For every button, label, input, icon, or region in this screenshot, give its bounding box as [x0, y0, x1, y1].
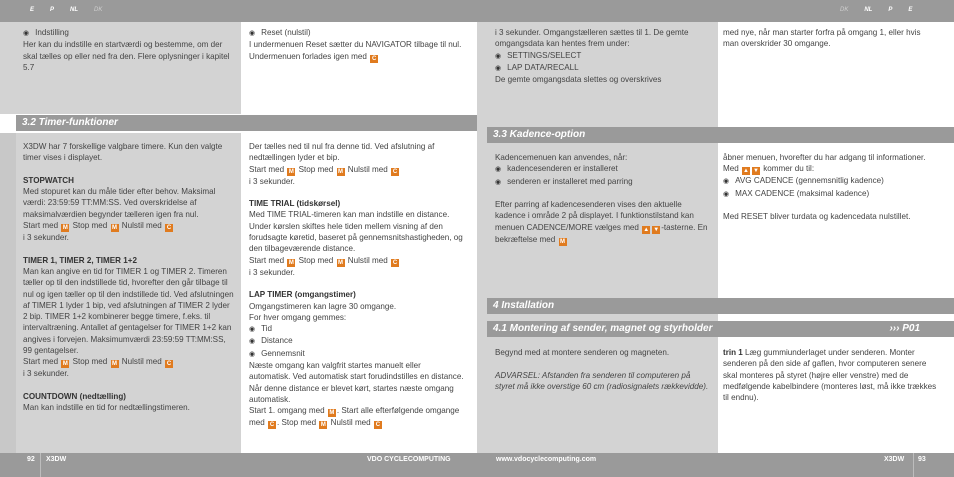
bullet-indstilling: ◉ Indstilling	[23, 27, 233, 39]
kad-right-text1: åbner menuen, hvorefter du har adgang til informationer. Med ▲ ▼ kommer du til:	[723, 153, 926, 175]
m-key-icon: M	[288, 168, 294, 175]
m-key-icon: M	[112, 225, 117, 232]
p93-kad-left	[495, 152, 710, 246]
inst-text1: Begynd med at montere senderen og magneten.	[495, 348, 670, 357]
lap-item-gennemsnit: ◉ Gennemsnit	[249, 348, 464, 360]
footer-brand: VDO CYCLECOMPUTING	[367, 456, 451, 463]
panel-left-strip	[0, 133, 16, 453]
c-key-icon: C	[392, 168, 398, 175]
lap-recall-text1: i 3 sekunder. Omgangstælleren sættes til 1. De gemte omgangsdata kan hentes frem under:	[495, 28, 689, 49]
m-key-icon: M	[62, 361, 68, 368]
indstilling-text: Her kan du indstille en startværdi og bestemme, om der skal tælles op eller ned fra den. Flere oplysninger i kapitel 5.7	[23, 40, 230, 72]
footer-model-left: X3DW	[46, 456, 67, 463]
kad-item-1: ◉ kadencesenderen er installeret	[495, 163, 710, 175]
timetrial-tail: i 3 sekunder.	[249, 267, 295, 277]
inst-warning: ADVARSEL: Afstanden fra senderen til computeren på styret må ikke overstige 60 cm (radiosignalets rækkevidde).	[495, 370, 709, 391]
m-key-icon: M	[338, 168, 343, 175]
down-arrow-key-icon: ▼	[753, 168, 759, 175]
footer-sep-right	[913, 453, 914, 477]
countdown-tail: i 3 sekunder.	[249, 176, 295, 186]
down-arrow-key-icon: ▼	[653, 226, 660, 233]
p93-top-right	[723, 27, 938, 50]
timer12-text: Man kan angive en tid for TIMER 1 og TIMER 2. Timeren tæller op til den indstillede tid, hvorefter den går tilbage til nul og igen tæller op til den indstillede tid. Ved afslutningen af TIMER 1 lyder 1 bip, ved afslutningen af TIMER 2 lyder 2 bip. TIMER 1+2 kombinerer begge timere, f.eks. til intervaltræning. Antallet af gentagelser for TIMER 1+2 kan angives i forvejen. Maksimumværdi 23:59:59 TT:MM:SS, 99 gentagelser.	[23, 266, 234, 356]
kad-text1: Kadencemenuen kan anvendes, når:	[495, 153, 628, 162]
up-arrow-key-icon: ▲	[743, 168, 749, 175]
p93-top-left	[495, 27, 710, 85]
timetrial-heading: TIME TRIAL (tidskørsel)	[249, 199, 341, 209]
lang-e: E	[30, 7, 35, 14]
section-4-title: 4 Installation	[487, 298, 954, 314]
laptimer-text2: For hver omgang gemmes:	[249, 312, 347, 322]
countdown-heading: COUNTDOWN (nedtælling)	[23, 391, 126, 401]
lang-dk: DK	[840, 7, 849, 14]
countdown-cont-text: Der tælles ned til nul fra denne tid. Ved afslutning af nedtællingen lyder et bip.	[249, 142, 435, 163]
lang-nl: NL	[864, 7, 873, 14]
kad-right-text2: Med RESET bliver turdata og kadencedata nulstillet.	[723, 212, 911, 222]
m-key-icon: M	[320, 422, 326, 429]
item-lap-data-recall: ◉ LAP DATA/RECALL	[495, 62, 710, 74]
timer12-keys: Start med M Stop med M Nulstil med C	[23, 357, 172, 368]
stopwatch-text: Med stopuret kan du måle tider efter behov. Maksimal værdi: 23:59:59 TT:MM:SS. Ved overskridelse af maksimalværdien begynder tælleren igen fra nul.	[23, 187, 216, 219]
footer-url: www.vdocyclecomputing.com	[496, 456, 597, 463]
m-key-icon: M	[329, 410, 335, 417]
stopwatch-heading: STOPWATCH	[23, 175, 74, 185]
page-number-92: 92	[27, 456, 35, 463]
lang-dk: DK	[94, 7, 103, 14]
p92-col1	[23, 141, 235, 414]
section-3-3-title: 3.3 Kadence-option	[487, 127, 954, 143]
lap-overwrite-text: med nye, når man starter forfra på omgang 1, eller hvis man overskrider 30 omgange.	[723, 28, 921, 49]
p93-inst-left	[495, 347, 710, 392]
max-cadence-item: ◉ MAX CADENCE (maksimal kadence)	[723, 188, 938, 200]
c-key-icon: C	[375, 422, 381, 429]
laptimer-text1: Omgangstimeren kan lagre 30 omgange.	[249, 301, 397, 311]
laptimer-heading: LAP TIMER (omgangstimer)	[249, 290, 356, 300]
bullet-reset: ◉ Reset (nulstil)	[249, 27, 464, 39]
footer-bar	[0, 453, 954, 477]
countdown-keys: Start med M Stop med M Nulstil med C	[249, 164, 398, 175]
footer-sep-left	[40, 453, 41, 477]
c-key-icon: C	[392, 259, 398, 266]
lang-nl: NL	[70, 7, 79, 14]
lang-p: P	[50, 7, 55, 14]
footer-model-right: X3DW	[884, 456, 905, 463]
lang-tabs-left	[30, 0, 118, 22]
timetrial-text: Med TIME TRIAL-timeren kan man indstille en distance. Under kørslen skiftes hele tiden mellem visning af den forudsagte køretid, baseret på gennemsnitshastigheden, og den tilbageværende distance.	[249, 210, 463, 254]
c-key-icon: C	[371, 55, 377, 62]
countdown-text: Man kan indstille en tid for nedtællingstimeren.	[23, 403, 190, 413]
lang-p: P	[888, 7, 893, 14]
m-key-icon: M	[112, 361, 117, 368]
p93-inst-right	[723, 347, 938, 403]
lap-recall-text2: De gemte omgangsdata slettes og overskrives	[495, 75, 662, 85]
up-arrow-key-icon: ▲	[643, 226, 650, 233]
m-key-icon: M	[560, 238, 566, 245]
laptimer-keys: Start 1. omgang med M . Start alle efterfølgende omgange med C . Stop med M Nulstil med C	[249, 406, 460, 429]
m-key-icon: M	[338, 259, 343, 266]
c-key-icon: C	[269, 422, 275, 429]
timer12-heading: TIMER 1, TIMER 2, TIMER 1+2	[23, 255, 138, 265]
reset-text: I undermenuen Reset sætter du NAVIGATOR tilbage til nul. Undermenuen forlades igen med C	[249, 40, 462, 62]
section-3-2-title: 3.2 Timer-funktioner	[16, 115, 477, 131]
stopwatch-tail: i 3 sekunder.	[23, 233, 69, 243]
laptimer-text3: Næste omgang kan valgfrit startes manuelt eller automatisk. Ved automatisk start forudindstilles en distance. Når denne distance er blevet kørt, startes næste omgang automatisk.	[249, 361, 464, 404]
lap-item-distance: ◉ Distance	[249, 335, 464, 347]
p92-top-right	[249, 27, 464, 63]
avg-cadence-item: ◉ AVG CADENCE (gennemsnitlig kadence)	[723, 175, 938, 187]
lang-e: E	[908, 7, 913, 14]
p93-kad-right	[723, 152, 938, 222]
kad-item-2: ◉ senderen er installeret med parring	[495, 176, 710, 188]
page-number-93: 93	[918, 456, 926, 463]
item-settings-select: ◉ SETTINGS/SELECT	[495, 50, 710, 62]
p92-col2	[249, 141, 464, 429]
m-key-icon: M	[62, 225, 68, 232]
section-4-1-title: 4.1 Montering af sender, magnet og styrholder ››› P01	[487, 321, 954, 337]
c-key-icon: C	[166, 225, 172, 232]
c-key-icon: C	[166, 361, 172, 368]
timetrial-keys: Start med M Stop med M Nulstil med C	[249, 255, 398, 266]
p92-top-left	[23, 27, 233, 73]
timer12-tail: i 3 sekunder.	[23, 369, 69, 379]
stopwatch-keys: Start med M Stop med M Nulstil med C	[23, 221, 172, 232]
lap-item-tid: ◉ Tid	[249, 323, 464, 335]
kad-text2: Efter parring af kadencesenderen vises den aktuelle kadence i område 2 på displayet. I funktionstilstand kan menuen CADENCE/MORE vælges med ▲ ▼ -tasterne. En bekræftelse med M	[495, 200, 708, 245]
lang-tabs-right	[840, 0, 928, 22]
ref-p01: ››› P01	[889, 323, 920, 334]
inst-step1: trin 1 Læg gummiunderlaget under senderen. Monter senderen på den side af gaflen, hvor computeren senere skal monteres på styret (højre eller venstre) med de medfølgende kabelbindere (monteres løst, må ikke trækkes til endnu).	[723, 348, 937, 403]
m-key-icon: M	[288, 259, 294, 266]
timer-intro: X3DW har 7 forskellige valgbare timere. Kun den valgte timer vises i displayet.	[23, 142, 223, 163]
